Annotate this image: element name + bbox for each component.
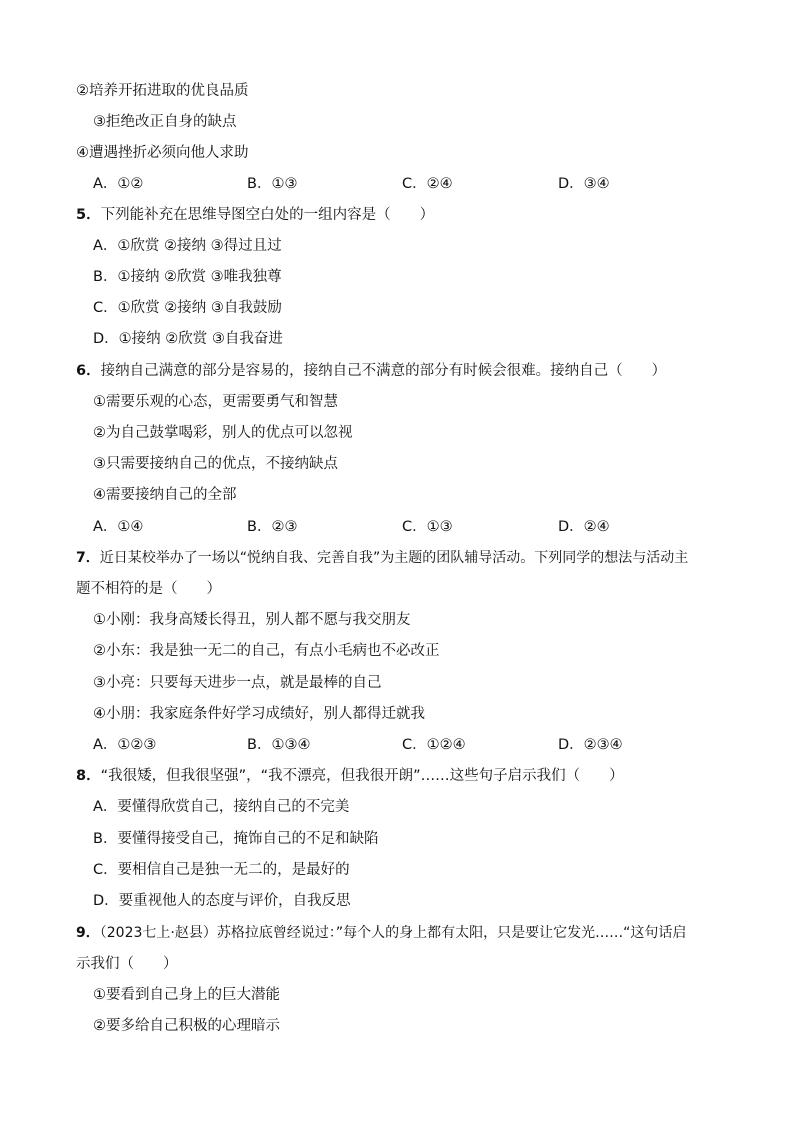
q9-number: 9． bbox=[76, 925, 100, 941]
q5-option-c: C．①欣赏 ②接纳 ③自我鼓励 bbox=[93, 300, 282, 316]
q7-option-a: A．①②③ bbox=[93, 737, 157, 753]
q5-option-b: B．①接纳 ②欣赏 ③唯我独尊 bbox=[93, 269, 282, 285]
q7-item-1: ①小刚：我身高矮长得丑，别人都不愿与我交朋友 bbox=[93, 612, 411, 628]
q9-stem-text: 苏格拉底曾经说过：”每个人的身上都有太阳，只是要让它发光……“这句话启 bbox=[216, 925, 687, 941]
q6-option-d: D．②④ bbox=[558, 519, 610, 535]
q4-option-a: A．①② bbox=[93, 176, 144, 192]
q8-option-b: B．要懂得接受自己，掩饰自己的不足和缺陷 bbox=[93, 831, 379, 847]
q8-option-a: A．要懂得欣赏自己，接纳自己的不完美 bbox=[93, 799, 350, 815]
q6-item-4: ④需要接纳自己的全部 bbox=[93, 487, 237, 503]
q7-item-4: ④小朋：我家庭条件好学习成绩好，别人都得迁就我 bbox=[93, 706, 425, 722]
q7-item-3: ③小亮：只要每天进步一点，就是最棒的自己 bbox=[93, 675, 382, 691]
q7-item-2: ②小东：我是独一无二的自己，有点小毛病也不必改正 bbox=[93, 643, 440, 659]
q4-item-4: ④遭遇挫折必须向他人求助 bbox=[76, 145, 249, 161]
q9-stem-line1 bbox=[76, 923, 686, 943]
q9-stem-line2: 示我们（ ） bbox=[76, 956, 178, 972]
q7-option-d: D．②③④ bbox=[558, 737, 623, 753]
q6-option-b: B．②③ bbox=[247, 519, 298, 535]
q8-number: 8． bbox=[76, 768, 101, 784]
q7-option-b: B．①③④ bbox=[247, 737, 311, 753]
q7-option-c: C．①②④ bbox=[402, 737, 466, 753]
q5-stem-text: 下列能补充在思维导图空白处的一组内容是（ ） bbox=[100, 207, 435, 223]
q4-item-3: ③拒绝改正自身的缺点 bbox=[93, 114, 237, 130]
q6-item-1: ①需要乐观的心态，更需要勇气和智慧 bbox=[93, 394, 338, 410]
q4-item-2: ②培养开拓进取的优良品质 bbox=[76, 83, 249, 99]
q6-item-3: ③只需要接纳自己的优点，不接纳缺点 bbox=[93, 456, 338, 472]
q7-stem-line2: 题不相符的是（ ） bbox=[76, 581, 221, 597]
q8-stem bbox=[76, 766, 624, 786]
q7-stem-line1 bbox=[76, 548, 688, 568]
q6-number: 6． bbox=[76, 363, 101, 379]
q4-option-b: B．①③ bbox=[247, 176, 298, 192]
q8-option-c: C．要相信自己是独一无二的，是最好的 bbox=[93, 862, 350, 878]
q5-option-a: A．①欣赏 ②接纳 ③得过且过 bbox=[93, 238, 282, 254]
q7-number: 7． bbox=[76, 550, 100, 566]
q8-stem-text: “我很矮，但我很坚强”，“我不漂亮，但我很开朗”……这些句子启示我们（ ） bbox=[100, 768, 624, 784]
q6-stem-text: 接纳自己满意的部分是容易的，接纳自己不满意的部分有时候会很难。接纳自己（ ） bbox=[100, 363, 667, 379]
q8-option-d: D．要重视他人的态度与评价，自我反思 bbox=[93, 893, 351, 909]
q7-stem-text: 近日某校举办了一场以“悦纳自我、完善自我”为主题的团队辅导活动。下列同学的想法与活动主 bbox=[99, 550, 689, 566]
q5-option-d: D．①接纳 ②欣赏 ③自我奋进 bbox=[93, 331, 283, 347]
q9-item-2: ②要多给自己积极的心理暗示 bbox=[93, 1018, 280, 1034]
q4-option-c: C．②④ bbox=[402, 176, 453, 192]
q6-option-a: A．①④ bbox=[93, 519, 144, 535]
q5-stem bbox=[76, 205, 434, 225]
q6-item-2: ②为自己鼓掌喝彩，别人的优点可以忽视 bbox=[93, 425, 353, 441]
q6-option-c: C．①③ bbox=[402, 519, 453, 535]
q6-stem bbox=[76, 361, 666, 381]
q9-item-1: ①要看到自己身上的巨大潜能 bbox=[93, 987, 280, 1003]
q5-number: 5． bbox=[76, 207, 101, 223]
q4-option-d: D．③④ bbox=[558, 176, 610, 192]
q9-source: （2023七上·赵县） bbox=[99, 925, 217, 941]
